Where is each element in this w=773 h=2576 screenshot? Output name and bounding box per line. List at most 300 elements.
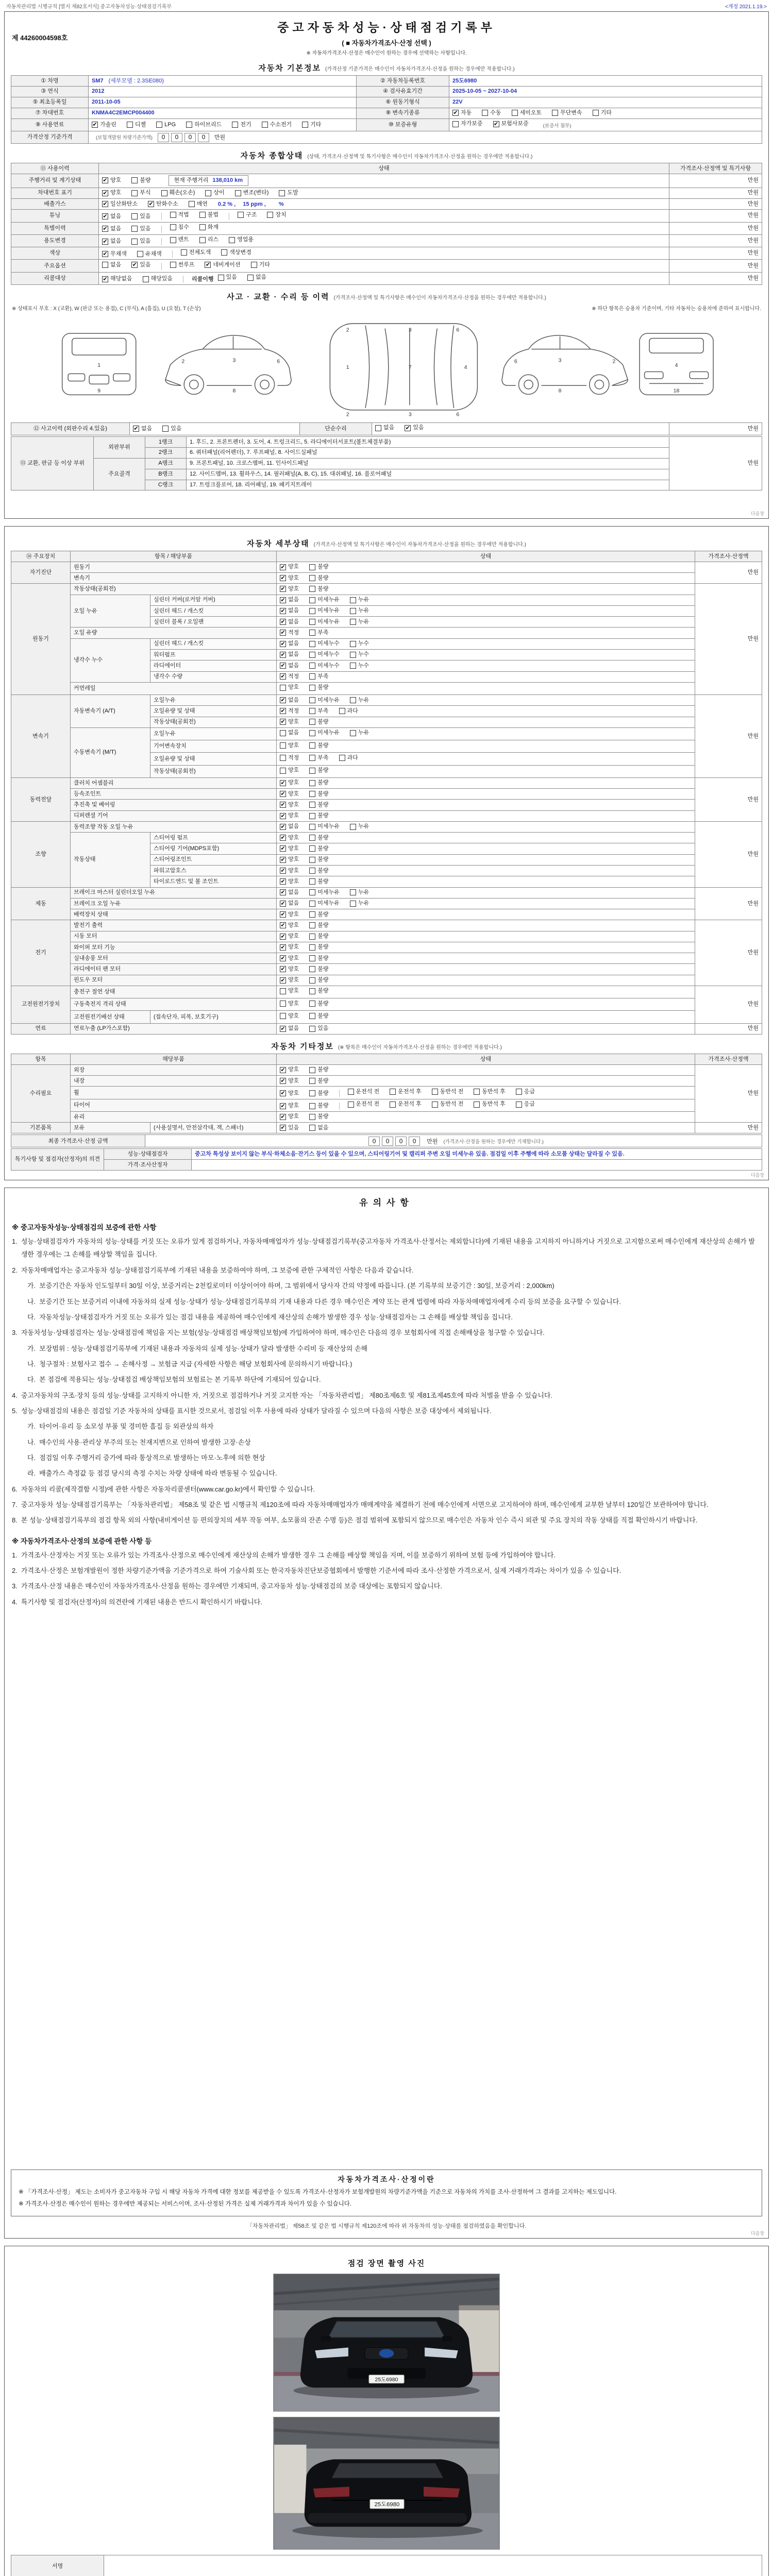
status-option[interactable] — [350, 651, 369, 658]
checkbox-icon[interactable] — [170, 237, 176, 243]
fuel-option[interactable] — [186, 121, 222, 129]
position-option[interactable] — [390, 1088, 422, 1096]
checkbox-icon[interactable] — [232, 122, 238, 128]
checkbox-icon[interactable] — [309, 697, 315, 703]
status-option[interactable] — [350, 823, 369, 831]
status-option[interactable] — [309, 563, 328, 571]
checked-checkbox-icon[interactable]: ✔ — [103, 276, 108, 282]
signature-area[interactable] — [104, 2555, 762, 2576]
checked-checkbox-icon[interactable]: ✔ — [92, 122, 97, 128]
overall-option[interactable] — [102, 225, 121, 233]
checkbox-icon[interactable] — [247, 275, 254, 281]
status-option[interactable] — [309, 618, 340, 626]
status-option[interactable] — [339, 754, 358, 762]
checkbox-icon[interactable] — [552, 110, 558, 116]
status-option[interactable] — [280, 651, 299, 658]
overall-option[interactable] — [131, 189, 150, 197]
checked-checkbox-icon[interactable]: ✔ — [103, 238, 108, 245]
checkbox-icon[interactable] — [235, 190, 241, 196]
overall-option[interactable] — [102, 250, 127, 258]
checked-checkbox-icon[interactable]: ✔ — [133, 426, 139, 432]
checkbox-icon[interactable] — [309, 575, 315, 581]
checkbox-icon[interactable] — [309, 619, 315, 625]
checkbox-icon[interactable] — [309, 955, 315, 961]
overall-option[interactable] — [170, 261, 195, 269]
checkbox-icon[interactable] — [390, 1101, 396, 1108]
status-option[interactable] — [350, 640, 369, 648]
checkbox-icon[interactable] — [302, 122, 308, 128]
status-option[interactable] — [309, 867, 328, 875]
checkbox-icon[interactable] — [199, 237, 206, 243]
overall-option[interactable] — [137, 250, 162, 258]
status-option[interactable] — [280, 662, 299, 670]
checkbox-icon[interactable] — [309, 813, 315, 819]
transmission-option[interactable] — [482, 109, 501, 117]
checkbox-icon[interactable] — [309, 802, 315, 808]
checked-checkbox-icon[interactable]: ✔ — [493, 121, 499, 127]
checkbox-icon[interactable] — [432, 1089, 438, 1095]
overall-option[interactable] — [229, 236, 254, 244]
checkbox-icon[interactable] — [137, 251, 143, 257]
checked-checkbox-icon[interactable]: ✔ — [280, 597, 285, 603]
checkbox-icon[interactable] — [309, 1026, 315, 1032]
position-option[interactable] — [474, 1100, 506, 1108]
checkbox-icon[interactable] — [474, 1101, 480, 1108]
status-option[interactable] — [280, 867, 299, 875]
status-option[interactable] — [309, 922, 328, 929]
status-option[interactable] — [309, 812, 328, 820]
status-option[interactable] — [280, 1090, 299, 1097]
checked-checkbox-icon[interactable]: ✔ — [280, 977, 285, 984]
transmission-option[interactable] — [593, 109, 612, 117]
checked-checkbox-icon[interactable]: ✔ — [280, 719, 285, 725]
checked-checkbox-icon[interactable]: ✔ — [280, 630, 285, 636]
status-option[interactable] — [309, 823, 340, 831]
status-option[interactable] — [280, 878, 299, 886]
overall-option[interactable] — [279, 189, 298, 197]
status-option[interactable] — [309, 965, 328, 973]
checkbox-icon[interactable] — [516, 1101, 522, 1108]
checked-checkbox-icon[interactable]: ✔ — [280, 640, 285, 647]
status-option[interactable] — [309, 1025, 328, 1032]
checkbox-icon[interactable] — [474, 1089, 480, 1095]
checked-checkbox-icon[interactable]: ✔ — [148, 200, 154, 207]
checked-checkbox-icon[interactable]: ✔ — [280, 911, 285, 918]
checked-checkbox-icon[interactable]: ✔ — [280, 1025, 285, 1032]
checkbox-icon[interactable] — [309, 857, 315, 863]
status-option[interactable] — [280, 563, 299, 571]
checkbox-icon[interactable] — [309, 845, 315, 852]
checked-checkbox-icon[interactable]: ✔ — [132, 262, 137, 268]
fuel-option[interactable] — [262, 121, 292, 129]
status-option[interactable] — [280, 900, 299, 907]
checkbox-icon[interactable] — [309, 768, 315, 774]
status-option[interactable] — [309, 1113, 328, 1121]
checkbox-icon[interactable] — [205, 190, 211, 196]
status-option[interactable] — [350, 607, 369, 615]
status-option[interactable] — [280, 943, 299, 951]
checkbox-icon[interactable] — [199, 212, 206, 218]
status-option[interactable] — [280, 834, 299, 842]
status-option[interactable] — [280, 812, 299, 820]
checkbox-icon[interactable] — [279, 190, 285, 196]
overall-option[interactable] — [199, 224, 219, 231]
fuel-option[interactable] — [156, 121, 176, 129]
checkbox-icon[interactable] — [309, 663, 315, 669]
status-option[interactable] — [280, 1025, 299, 1032]
checkbox-icon[interactable] — [309, 1114, 315, 1120]
fuel-option[interactable] — [302, 121, 321, 129]
status-option[interactable] — [280, 1066, 299, 1074]
checkbox-icon[interactable] — [280, 768, 286, 774]
overall-option[interactable] — [131, 238, 150, 245]
checked-checkbox-icon[interactable]: ✔ — [280, 586, 285, 592]
checkbox-icon[interactable] — [309, 1103, 315, 1109]
checked-checkbox-icon[interactable]: ✔ — [280, 1103, 285, 1109]
status-option[interactable] — [280, 697, 299, 704]
status-option[interactable] — [309, 987, 328, 995]
checked-checkbox-icon[interactable]: ✔ — [280, 955, 285, 962]
checkbox-icon[interactable] — [339, 708, 345, 714]
position-option[interactable] — [348, 1100, 380, 1108]
checkbox-icon[interactable] — [350, 608, 356, 614]
checkbox-icon[interactable] — [280, 1013, 286, 1019]
checkbox-icon[interactable] — [280, 730, 286, 736]
status-option[interactable] — [350, 596, 369, 604]
status-option[interactable] — [309, 729, 340, 737]
checkbox-icon[interactable] — [186, 122, 192, 128]
checkbox-icon[interactable] — [280, 755, 286, 761]
status-option[interactable] — [309, 1066, 328, 1074]
checked-checkbox-icon[interactable]: ✔ — [103, 190, 108, 196]
checkbox-icon[interactable] — [131, 226, 138, 232]
checked-checkbox-icon[interactable]: ✔ — [280, 607, 285, 614]
checkbox-icon[interactable] — [309, 708, 315, 714]
overall-option[interactable] — [102, 213, 121, 221]
overall-option[interactable] — [131, 213, 150, 221]
status-option[interactable] — [280, 574, 299, 582]
checkbox-icon[interactable] — [309, 1078, 315, 1084]
status-option[interactable] — [280, 790, 299, 798]
position-option[interactable] — [390, 1100, 422, 1108]
status-option[interactable] — [309, 640, 340, 648]
checkbox-icon[interactable] — [309, 835, 315, 841]
checked-checkbox-icon[interactable]: ✔ — [280, 791, 285, 798]
checkbox-icon[interactable] — [309, 1125, 315, 1131]
status-option[interactable] — [280, 585, 299, 593]
status-option[interactable] — [280, 729, 299, 737]
checkbox-icon[interactable] — [131, 177, 138, 183]
checked-checkbox-icon[interactable]: ✔ — [280, 779, 285, 786]
checked-checkbox-icon[interactable]: ✔ — [280, 619, 285, 625]
status-option[interactable] — [280, 1077, 299, 1085]
checkbox-icon[interactable] — [309, 630, 315, 636]
checkbox-icon[interactable] — [131, 239, 138, 245]
checked-checkbox-icon[interactable]: ✔ — [280, 1078, 285, 1084]
status-option[interactable] — [280, 707, 299, 715]
transmission-option[interactable] — [452, 109, 472, 117]
status-option[interactable] — [350, 729, 369, 737]
checkbox-icon[interactable] — [170, 262, 176, 268]
checkbox-icon[interactable] — [309, 641, 315, 647]
overall-option[interactable] — [102, 189, 121, 197]
overall-option[interactable] — [102, 261, 121, 269]
status-option[interactable] — [309, 607, 340, 615]
checkbox-icon[interactable] — [350, 697, 356, 703]
checked-checkbox-icon[interactable]: ✔ — [103, 226, 108, 232]
checked-checkbox-icon[interactable]: ✔ — [280, 845, 285, 852]
checkbox-icon[interactable] — [199, 224, 206, 230]
overall-option[interactable] — [170, 224, 189, 231]
checkbox-icon[interactable] — [350, 889, 356, 895]
checkbox-icon[interactable] — [309, 1067, 315, 1073]
status-option[interactable] — [280, 1102, 299, 1110]
status-option[interactable] — [280, 856, 299, 863]
checkbox-icon[interactable] — [170, 212, 176, 218]
status-option[interactable] — [280, 955, 299, 962]
checked-checkbox-icon[interactable]: ✔ — [280, 1125, 285, 1131]
status-option[interactable] — [309, 801, 328, 809]
checkbox-icon[interactable] — [280, 742, 286, 749]
status-option[interactable] — [309, 767, 328, 774]
status-option[interactable] — [350, 900, 369, 907]
checked-checkbox-icon[interactable]: ✔ — [280, 708, 285, 715]
checkbox-icon[interactable] — [280, 1001, 286, 1007]
overall-option[interactable] — [218, 274, 237, 281]
overall-option[interactable] — [199, 211, 219, 219]
status-option[interactable] — [280, 779, 299, 787]
checkbox-icon[interactable] — [309, 889, 315, 895]
overall-option[interactable] — [205, 189, 224, 197]
checked-checkbox-icon[interactable]: ✔ — [103, 251, 108, 257]
checkbox-icon[interactable] — [350, 597, 356, 603]
status-option[interactable] — [309, 1077, 328, 1085]
checkbox-icon[interactable] — [161, 190, 167, 196]
accident-option[interactable] — [162, 425, 181, 433]
checkbox-icon[interactable] — [350, 641, 356, 647]
overall-option[interactable] — [199, 236, 219, 244]
checkbox-icon[interactable] — [309, 1001, 315, 1007]
checked-checkbox-icon[interactable]: ✔ — [280, 663, 285, 669]
status-option[interactable] — [280, 889, 299, 896]
checkbox-icon[interactable] — [516, 1089, 522, 1095]
status-option[interactable] — [309, 1012, 328, 1020]
checkbox-icon[interactable] — [309, 878, 315, 885]
checkbox-icon[interactable] — [309, 564, 315, 570]
overall-option[interactable] — [131, 261, 150, 269]
status-option[interactable] — [309, 707, 328, 715]
status-option[interactable] — [280, 823, 299, 831]
overall-option[interactable] — [102, 238, 121, 245]
checkbox-icon[interactable] — [170, 224, 176, 230]
status-option[interactable] — [309, 1124, 328, 1132]
status-option[interactable] — [339, 707, 358, 715]
status-option[interactable] — [309, 889, 340, 896]
checkbox-icon[interactable] — [350, 901, 356, 907]
status-option[interactable] — [309, 651, 340, 658]
checkbox-icon[interactable] — [309, 730, 315, 736]
overall-option[interactable] — [148, 200, 178, 208]
checkbox-icon[interactable] — [162, 426, 169, 432]
checkbox-icon[interactable] — [309, 780, 315, 786]
status-option[interactable] — [350, 889, 369, 896]
status-option[interactable] — [280, 933, 299, 940]
checkbox-icon[interactable] — [262, 122, 268, 128]
status-option[interactable] — [280, 767, 299, 774]
checkbox-icon[interactable] — [102, 262, 108, 268]
checkbox-icon[interactable] — [309, 966, 315, 972]
status-option[interactable] — [309, 943, 328, 951]
status-option[interactable] — [280, 684, 299, 691]
status-option[interactable] — [280, 965, 299, 973]
overall-option[interactable] — [251, 261, 270, 269]
status-option[interactable] — [280, 754, 299, 762]
transmission-option[interactable] — [552, 109, 582, 117]
checkbox-icon[interactable] — [251, 262, 257, 268]
simple-repair-option[interactable] — [375, 424, 394, 432]
status-option[interactable] — [280, 607, 299, 615]
checkbox-icon[interactable] — [309, 586, 315, 592]
status-option[interactable] — [280, 596, 299, 604]
position-option[interactable] — [432, 1088, 464, 1096]
checkbox-icon[interactable] — [309, 901, 315, 907]
checkbox-icon[interactable] — [309, 868, 315, 874]
status-option[interactable] — [309, 900, 340, 907]
overall-option[interactable] — [235, 189, 269, 197]
checkbox-icon[interactable] — [309, 934, 315, 940]
checkbox-icon[interactable] — [143, 276, 149, 282]
status-option[interactable] — [309, 1090, 328, 1097]
status-option[interactable] — [280, 801, 299, 809]
status-option[interactable] — [309, 1102, 328, 1110]
warranty-option[interactable] — [452, 120, 483, 128]
checked-checkbox-icon[interactable]: ✔ — [280, 835, 285, 841]
status-option[interactable] — [280, 1113, 299, 1121]
status-option[interactable] — [309, 574, 328, 582]
checkbox-icon[interactable] — [181, 249, 187, 256]
checkbox-icon[interactable] — [309, 742, 315, 749]
overall-option[interactable] — [205, 261, 240, 269]
checkbox-icon[interactable] — [390, 1089, 396, 1095]
overall-option[interactable] — [102, 200, 138, 208]
position-option[interactable] — [474, 1088, 506, 1096]
position-option[interactable] — [516, 1100, 535, 1108]
checked-checkbox-icon[interactable]: ✔ — [280, 823, 285, 830]
status-option[interactable] — [280, 742, 299, 750]
status-option[interactable] — [309, 754, 328, 762]
overall-option[interactable] — [181, 249, 211, 257]
status-option[interactable] — [309, 1000, 328, 1008]
overall-option[interactable] — [267, 211, 286, 219]
overall-option[interactable] — [170, 211, 189, 219]
checkbox-icon[interactable] — [452, 121, 459, 127]
checkbox-icon[interactable] — [309, 977, 315, 984]
overall-option[interactable] — [131, 177, 150, 184]
checkbox-icon[interactable] — [309, 719, 315, 725]
checkbox-icon[interactable] — [221, 249, 227, 256]
checkbox-icon[interactable] — [309, 608, 315, 614]
checkbox-icon[interactable] — [339, 755, 345, 761]
checkbox-icon[interactable] — [309, 1090, 315, 1096]
checkbox-icon[interactable] — [309, 922, 315, 928]
status-option[interactable] — [309, 585, 328, 593]
checked-checkbox-icon[interactable]: ✔ — [103, 213, 108, 220]
accident-option[interactable] — [133, 425, 152, 433]
status-option[interactable] — [309, 790, 328, 798]
status-option[interactable] — [280, 911, 299, 919]
position-option[interactable] — [432, 1100, 464, 1108]
status-option[interactable] — [309, 834, 328, 842]
checked-checkbox-icon[interactable]: ✔ — [280, 812, 285, 819]
overall-option[interactable] — [247, 274, 266, 281]
fuel-option[interactable] — [92, 121, 116, 129]
checkbox-icon[interactable] — [309, 755, 315, 761]
status-option[interactable] — [280, 718, 299, 726]
checked-checkbox-icon[interactable]: ✔ — [280, 1113, 285, 1120]
status-option[interactable] — [280, 618, 299, 626]
checked-checkbox-icon[interactable]: ✔ — [205, 262, 211, 268]
checkbox-icon[interactable] — [309, 652, 315, 658]
position-option[interactable] — [348, 1088, 380, 1096]
status-option[interactable] — [280, 673, 299, 681]
checkbox-icon[interactable] — [309, 597, 315, 603]
overall-option[interactable] — [189, 200, 208, 208]
checkbox-icon[interactable] — [127, 122, 133, 128]
checked-checkbox-icon[interactable]: ✔ — [453, 110, 458, 116]
status-option[interactable] — [350, 618, 369, 626]
transmission-option[interactable] — [512, 109, 542, 117]
checked-checkbox-icon[interactable]: ✔ — [280, 651, 285, 658]
status-option[interactable] — [280, 640, 299, 648]
checked-checkbox-icon[interactable]: ✔ — [280, 673, 285, 680]
checked-checkbox-icon[interactable]: ✔ — [280, 966, 285, 973]
checkbox-icon[interactable] — [375, 425, 381, 431]
checkbox-icon[interactable] — [350, 619, 356, 625]
checkbox-icon[interactable] — [280, 685, 286, 691]
checkbox-icon[interactable] — [482, 110, 488, 116]
checked-checkbox-icon[interactable]: ✔ — [280, 697, 285, 703]
checkbox-icon[interactable] — [350, 652, 356, 658]
overall-option[interactable] — [221, 249, 251, 257]
checked-checkbox-icon[interactable]: ✔ — [405, 425, 410, 431]
status-option[interactable] — [280, 1012, 299, 1020]
overall-option[interactable] — [102, 275, 132, 283]
checkbox-icon[interactable] — [189, 201, 195, 207]
checked-checkbox-icon[interactable]: ✔ — [280, 564, 285, 570]
checked-checkbox-icon[interactable]: ✔ — [280, 802, 285, 808]
status-option[interactable] — [280, 845, 299, 853]
checkbox-icon[interactable] — [350, 663, 356, 669]
checked-checkbox-icon[interactable]: ✔ — [280, 867, 285, 874]
checkbox-icon[interactable] — [309, 988, 315, 994]
status-option[interactable] — [280, 922, 299, 929]
checked-checkbox-icon[interactable]: ✔ — [280, 878, 285, 885]
checked-checkbox-icon[interactable]: ✔ — [103, 200, 108, 207]
overall-option[interactable] — [143, 275, 173, 283]
checkbox-icon[interactable] — [309, 1013, 315, 1019]
checkbox-icon[interactable] — [348, 1089, 354, 1095]
checkbox-icon[interactable] — [309, 944, 315, 951]
checkbox-icon[interactable] — [309, 685, 315, 691]
fuel-option[interactable] — [127, 121, 146, 129]
checked-checkbox-icon[interactable]: ✔ — [280, 1090, 285, 1097]
checkbox-icon[interactable] — [309, 673, 315, 680]
status-option[interactable] — [280, 1000, 299, 1008]
status-option[interactable] — [309, 629, 328, 637]
checkbox-icon[interactable] — [512, 110, 518, 116]
status-option[interactable] — [280, 987, 299, 995]
checked-checkbox-icon[interactable]: ✔ — [280, 889, 285, 896]
